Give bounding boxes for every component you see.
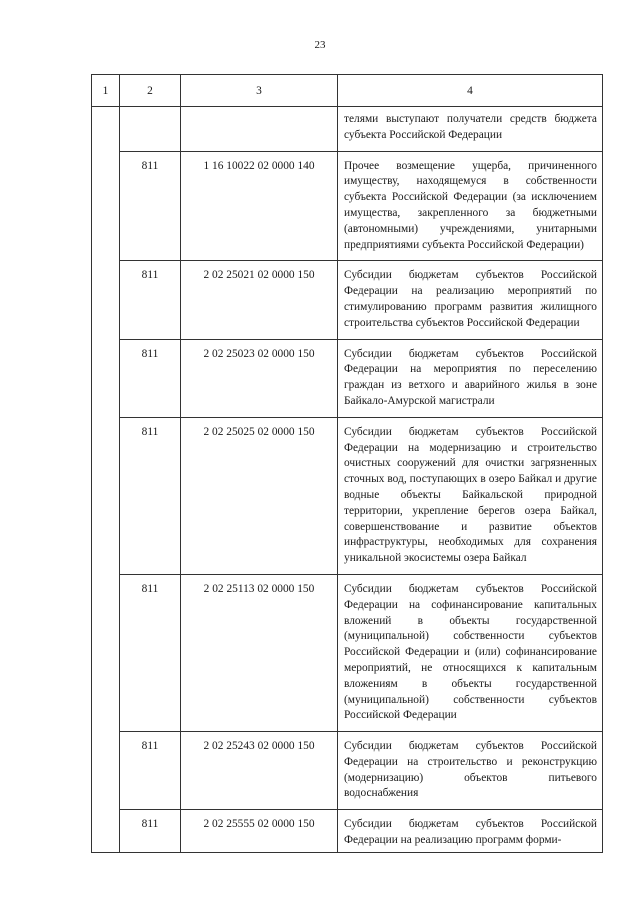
header-col-4: 4 xyxy=(338,75,603,107)
table-row xyxy=(92,151,603,261)
description-cell: Субсидии бюджетам субъектов Российской Федерации на модернизацию и строительство очистных сооружений для очистки загрязненных сточных вод, поступающих в озеро Байкал и другие водные объекты Байкальской природной территории, укрепление берегов озера Байкал, совершенствование и развитие объектов инфраструктуры, необходимых для сохранения уникальной экосистемы озера Байкал xyxy=(338,417,603,574)
table-row xyxy=(92,261,603,339)
admin-code-cell: 811 xyxy=(120,417,181,574)
description-cell: Субсидии бюджетам субъектов Российской Федерации на строительство и реконструкцию (модернизацию) объектов питьевого водоснабжения xyxy=(338,732,603,810)
description-cell: Субсидии бюджетам субъектов Российской Федерации на реализацию мероприятий по стимулированию программ развития жилищного строительства субъектов Российской Федерации xyxy=(338,261,603,339)
admin-code-cell: 811 xyxy=(120,574,181,731)
table-row xyxy=(92,339,603,417)
description-cell: телями выступают получатели средств бюджета субъекта Российской Федерации xyxy=(338,107,603,152)
budget-code-cell: 2 02 25113 02 0000 150 xyxy=(181,574,338,731)
page-number: 23 xyxy=(314,39,326,51)
description-cell: Субсидии бюджетам субъектов Российской Федерации на реализацию программ форми- xyxy=(338,810,603,853)
admin-code-cell: 811 xyxy=(120,151,181,261)
budget-code-cell: 1 16 10022 02 0000 140 xyxy=(181,151,338,261)
admin-code-cell xyxy=(120,107,181,152)
description-cell: Прочее возмещение ущерба, причиненного имуществу, находящемуся в собственности субъекта Российской Федерации (за исключением имущества, закрепленного за бюджетными (автономными) учреждениями, унитарными предприятиями субъекта Российской Федерации) xyxy=(338,151,603,261)
admin-code-cell: 811 xyxy=(120,339,181,417)
table-row xyxy=(92,732,603,810)
header-col-2: 2 xyxy=(120,75,181,107)
table-row xyxy=(92,810,603,853)
header-col-1: 1 xyxy=(92,75,120,107)
blank-col-1 xyxy=(92,107,120,853)
table-row xyxy=(92,417,603,574)
budget-code-cell: 2 02 25023 02 0000 150 xyxy=(181,339,338,417)
budget-code-cell: 2 02 25555 02 0000 150 xyxy=(181,810,338,853)
header-col-3: 3 xyxy=(181,75,338,107)
budget-code-cell: 2 02 25021 02 0000 150 xyxy=(181,261,338,339)
table-row xyxy=(92,107,603,152)
table-header-row xyxy=(92,75,603,107)
admin-code-cell: 811 xyxy=(120,261,181,339)
description-cell: Субсидии бюджетам субъектов Российской Федерации на софинансирование капитальных вложений в объекты государственной (муниципальной) собственности субъектов Российской Федерации и (или) софинансирование мероприятий, не относящихся к капитальным вложениям в объекты государственной (муниципальной) собственности субъектов Российской Федерации xyxy=(338,574,603,731)
admin-code-cell: 811 xyxy=(120,732,181,810)
budget-code-cell xyxy=(181,107,338,152)
revenue-codes-table xyxy=(91,74,603,853)
table-row xyxy=(92,574,603,731)
budget-code-cell: 2 02 25025 02 0000 150 xyxy=(181,417,338,574)
description-cell: Субсидии бюджетам субъектов Российской Федерации на мероприятия по переселению граждан из ветхого и аварийного жилья в зоне Байкало-Амурской магистрали xyxy=(338,339,603,417)
budget-code-cell: 2 02 25243 02 0000 150 xyxy=(181,732,338,810)
admin-code-cell: 811 xyxy=(120,810,181,853)
